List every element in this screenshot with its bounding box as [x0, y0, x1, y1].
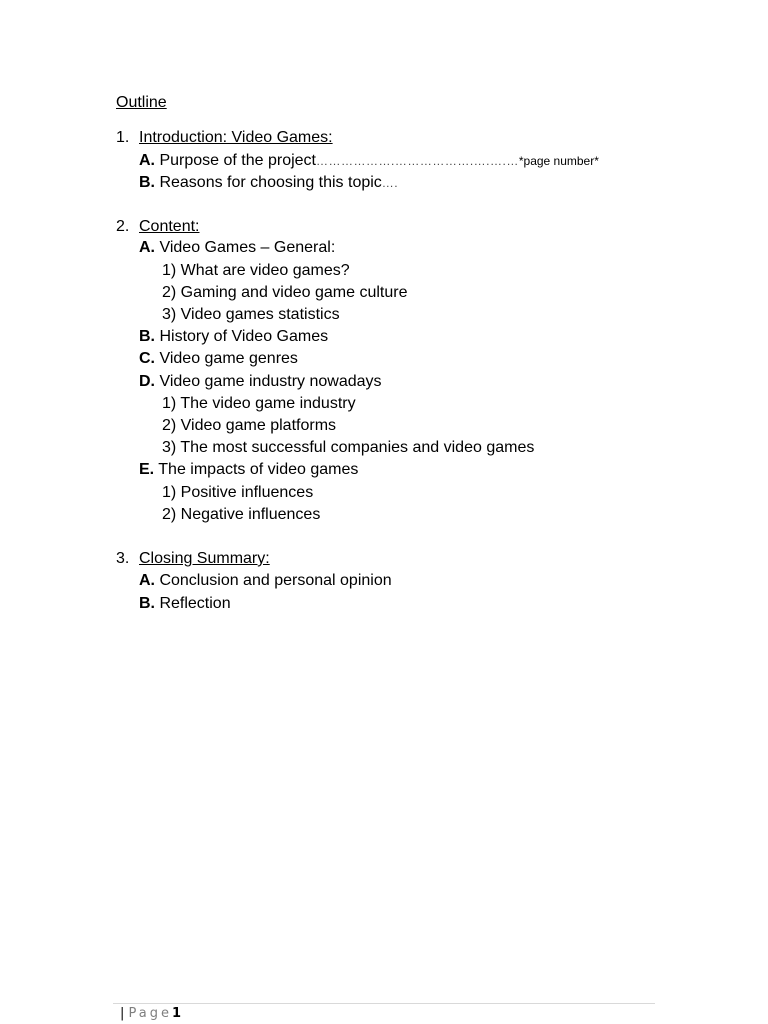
section-2-item-d: [139, 372, 382, 392]
dot-leader: ……………….……………….….….…: [316, 154, 519, 168]
item-letter: B.: [139, 595, 155, 612]
item-letter: B.: [139, 328, 155, 345]
item-letter: E.: [139, 461, 155, 478]
footer-divider: [113, 1003, 655, 1004]
subitem: 2) Gaming and video game culture: [162, 284, 408, 301]
item-text: Video game genres: [159, 350, 298, 367]
section-1-heading: Introduction: Video Games:: [139, 129, 333, 146]
section-1-item-b: [139, 173, 398, 193]
subitem: 2) Negative influences: [162, 506, 321, 523]
section-2-item-c: [139, 349, 298, 369]
footer-page-number: 1: [172, 1006, 182, 1021]
outline-title: Outline: [116, 94, 167, 111]
subitem: 1) Positive influences: [162, 484, 314, 501]
section-3-item-b: [139, 594, 231, 614]
section-1-item-a: [139, 151, 599, 171]
section-2-item-a: [139, 238, 335, 258]
section-2-heading: Content:: [139, 218, 200, 235]
section-3-item-a: [139, 571, 392, 591]
item-letter: C.: [139, 350, 155, 367]
section-1-number: 1.: [116, 129, 130, 146]
item-text: Reasons for choosing this topic: [159, 174, 382, 191]
item-text: The impacts of video games: [158, 461, 359, 478]
item-text: Video game industry nowadays: [159, 373, 382, 390]
section-2-item-e: [139, 460, 358, 480]
footer-separator: |: [120, 1006, 125, 1021]
item-text: Reflection: [159, 595, 231, 612]
subitem: 1) The video game industry: [162, 395, 356, 412]
section-3-number: 3.: [116, 550, 130, 567]
item-letter: A.: [139, 572, 155, 589]
item-text: Video Games – General:: [159, 239, 336, 256]
section-2-number: 2.: [116, 218, 130, 235]
subitem: 1) What are video games?: [162, 262, 350, 279]
item-letter: A.: [139, 239, 155, 256]
item-text: Conclusion and personal opinion: [159, 572, 392, 589]
item-letter: A.: [139, 152, 155, 169]
page-number-note: *page number*: [518, 154, 599, 168]
dot-leader: ….: [381, 176, 399, 190]
item-text: Purpose of the project: [159, 152, 316, 169]
subitem: 3) Video games statistics: [162, 306, 340, 323]
item-letter: B.: [139, 174, 155, 191]
section-3-heading: Closing Summary:: [139, 550, 270, 567]
subitem: 3) The most successful companies and video games: [162, 439, 535, 456]
item-letter: D.: [139, 373, 155, 390]
subitem: 2) Video game platforms: [162, 417, 337, 434]
item-text: History of Video Games: [159, 328, 329, 345]
section-2-item-b: [139, 327, 328, 347]
page-footer: [120, 1005, 181, 1023]
footer-page-label: Page: [128, 1006, 173, 1021]
